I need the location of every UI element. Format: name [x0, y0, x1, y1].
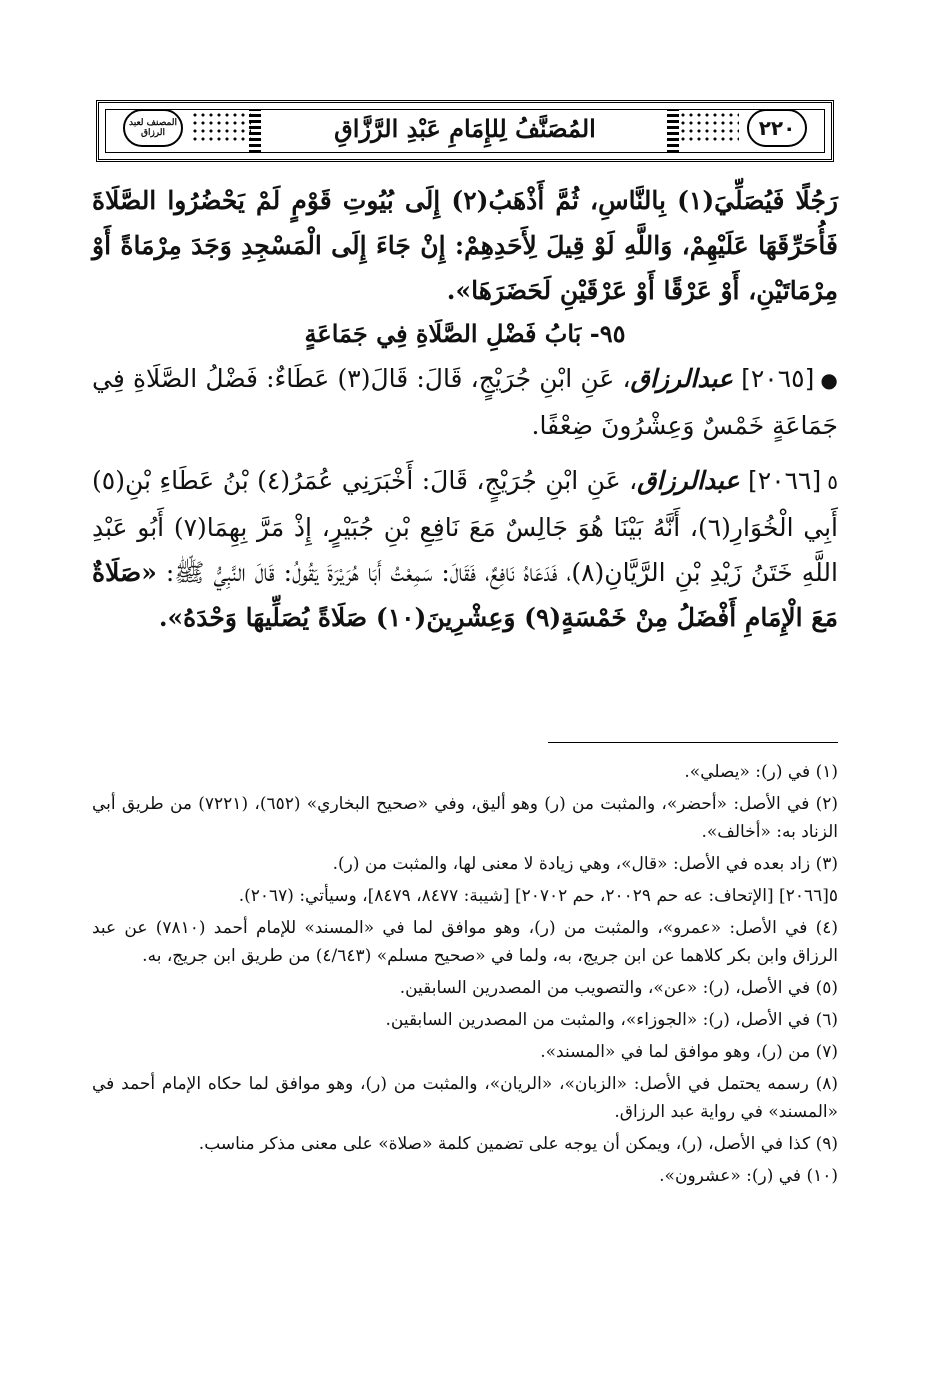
hadith-text: ، عَنِ ابْنِ جُرَيْجٍ، قَالَ: قَالَ(٣) عَطَاءٌ: فَضْلُ الصَّلَاةِ فِي جَمَاعَةٍ خَمْسٌ وَعِشْرُونَ ضِعْفًا.	[92, 364, 838, 440]
footnote-separator	[548, 742, 838, 743]
hadith-author: عبدالرزاق	[630, 364, 733, 393]
footnote: (٣) زاد بعده في الأصل: «قال»، وهي زيادة لا معنى لها، والمثبت من (ر).	[332, 854, 838, 874]
hadith-quote: «صَلَاةٌ مَعَ الْإِمَامِ أَفْضَلُ مِنْ خَمْسَةٍ(٩) وَعِشْرِينَ(١٠) صَلَاةً يُصَلِّيهَا وَحْدَهُ».	[92, 558, 838, 632]
page-number-medallion	[747, 109, 807, 147]
page-number: ٢٢٠	[758, 116, 796, 140]
hadith-number: [٢٠٦٥]	[741, 364, 815, 393]
ornament-dots	[191, 111, 251, 145]
continuation-paragraph: رَجُلًا فَيُصَلِّيَ(١) بِالنَّاسِ، ثُمَّ أَذْهَبُ(٢) إِلَى بُيُوتِ قَوْمٍ لَمْ يَحْضُرُوا الصَّلَاةَ فَأُحَرِّقَهَا عَلَيْهِمْ، وَاللَّهِ لَوْ قِيلَ لِأَحَدِهِمْ: إِنْ جَاءَ إِلَى الْمَسْجِدِ وَجَدَ مِرْمَاةً أَوْ مِرْمَاتَيْنِ، أَوْ عَرْقًا أَوْ عَرْقَيْنِ لَحَضَرَهَا».	[92, 186, 838, 305]
page-header	[96, 100, 834, 162]
footnote: (١٠) في (ر): «عشرون».	[659, 1166, 838, 1186]
ornament-dots	[679, 111, 739, 145]
hadith-text: ، عَنِ ابْنِ جُرَيْجٍ، قَالَ: أَخْبَرَنِي عُمَرُ(٤) بْنُ عَطَاءِ بْنِ(٥) أَبِي الْخُوَارِ(٦)، أَنَّهُ بَيْنَا هُوَ جَالِسٌ مَعَ نَافِعِ بْنِ جُبَيْرٍ، إِذْ مَرَّ بِهِمَا(٧) أَبُو عَبْدِ اللَّهِ خَتَنُ زَيْدِ بْنِ الرَّيَّانِ(٨)، فَدَعَاهُ نَافِعٌ، فَقَالَ: سَمِعْتُ أَبَا هُرَيْرَةَ يَقُولُ: قَالَ النَّبِيُّ ﷺ:	[92, 466, 839, 587]
seal-logo: المصنف لعبد الرزاق	[129, 118, 177, 138]
main-text	[92, 178, 838, 650]
footnotes	[92, 758, 838, 1194]
hadith-number: [٢٠٦٦]	[748, 466, 822, 495]
footnote: (٩) كذا في الأصل، (ر)، ويمكن أن يوجه على تضمين كلمة «صلاة» على معنى مذكر مناسب.	[198, 1134, 838, 1154]
hadith-2066	[92, 458, 838, 640]
running-title: المُصَنَّفُ لِلإِمَامِ عَبْدِ الرَّزَّاقِ	[334, 113, 596, 143]
footnote: ٥[٢٠٦٦] [الإتحاف: عه حم ٢٠٠٢٩، حم ٢٠٧٠٢] [شيبة: ٨٤٧٧، ٨٤٧٩]، وسيأتي: (٢٠٦٧).	[238, 886, 838, 906]
footnote: (٦) في الأصل، (ر): «الجوزاء»، والمثبت من المصدرين السابقين.	[385, 1010, 838, 1030]
hadith-2065	[92, 356, 838, 448]
footnote: (٥) في الأصل، (ر): «عن»، والتصويب من المصدرين السابقين.	[399, 978, 838, 998]
footnote: (٨) رسمه يحتمل في الأصل: «الزبان»، «الريان»، والمثبت من (ر)، وهو موافق لما حكاه الإمام أحمد في «المسند» في رواية عبد الرزاق.	[92, 1074, 838, 1122]
footnote: (٧) من (ر)، وهو موافق لما في «المسند».	[540, 1042, 838, 1062]
chapter-heading: ٩٥- بَابُ فَضْلِ الصَّلَاةِ فِي جَمَاعَةٍ	[304, 319, 626, 348]
footnote: (٤) في الأصل: «عمرو»، والمثبت من (ر)، وهو موافق لما في «المسند» للإمام أحمد (٧٨١٠) عن عبد الرزاق وابن بكر كلاهما عن ابن جريج، به، ولما في «صحيح مسلم» (٤/٦٤٣) من طريق ابن جريج، به.	[92, 918, 838, 966]
hadith-author: عبدالرزاق	[637, 466, 740, 495]
seal-medallion	[123, 109, 183, 147]
hadith-marker: ●	[820, 368, 838, 392]
footnote: (٢) في الأصل: «أحضر»، والمثبت من (ر) وهو أليق، وفي «صحيح البخاري» (٦٥٢)، (٧٢٢١) من طريق أبي الزناد به: «أخالف».	[92, 794, 838, 842]
footnote: (١) في (ر): «يصلي».	[684, 762, 838, 782]
ornament-strip	[667, 109, 679, 153]
hadith-marker: ٥	[827, 470, 838, 494]
